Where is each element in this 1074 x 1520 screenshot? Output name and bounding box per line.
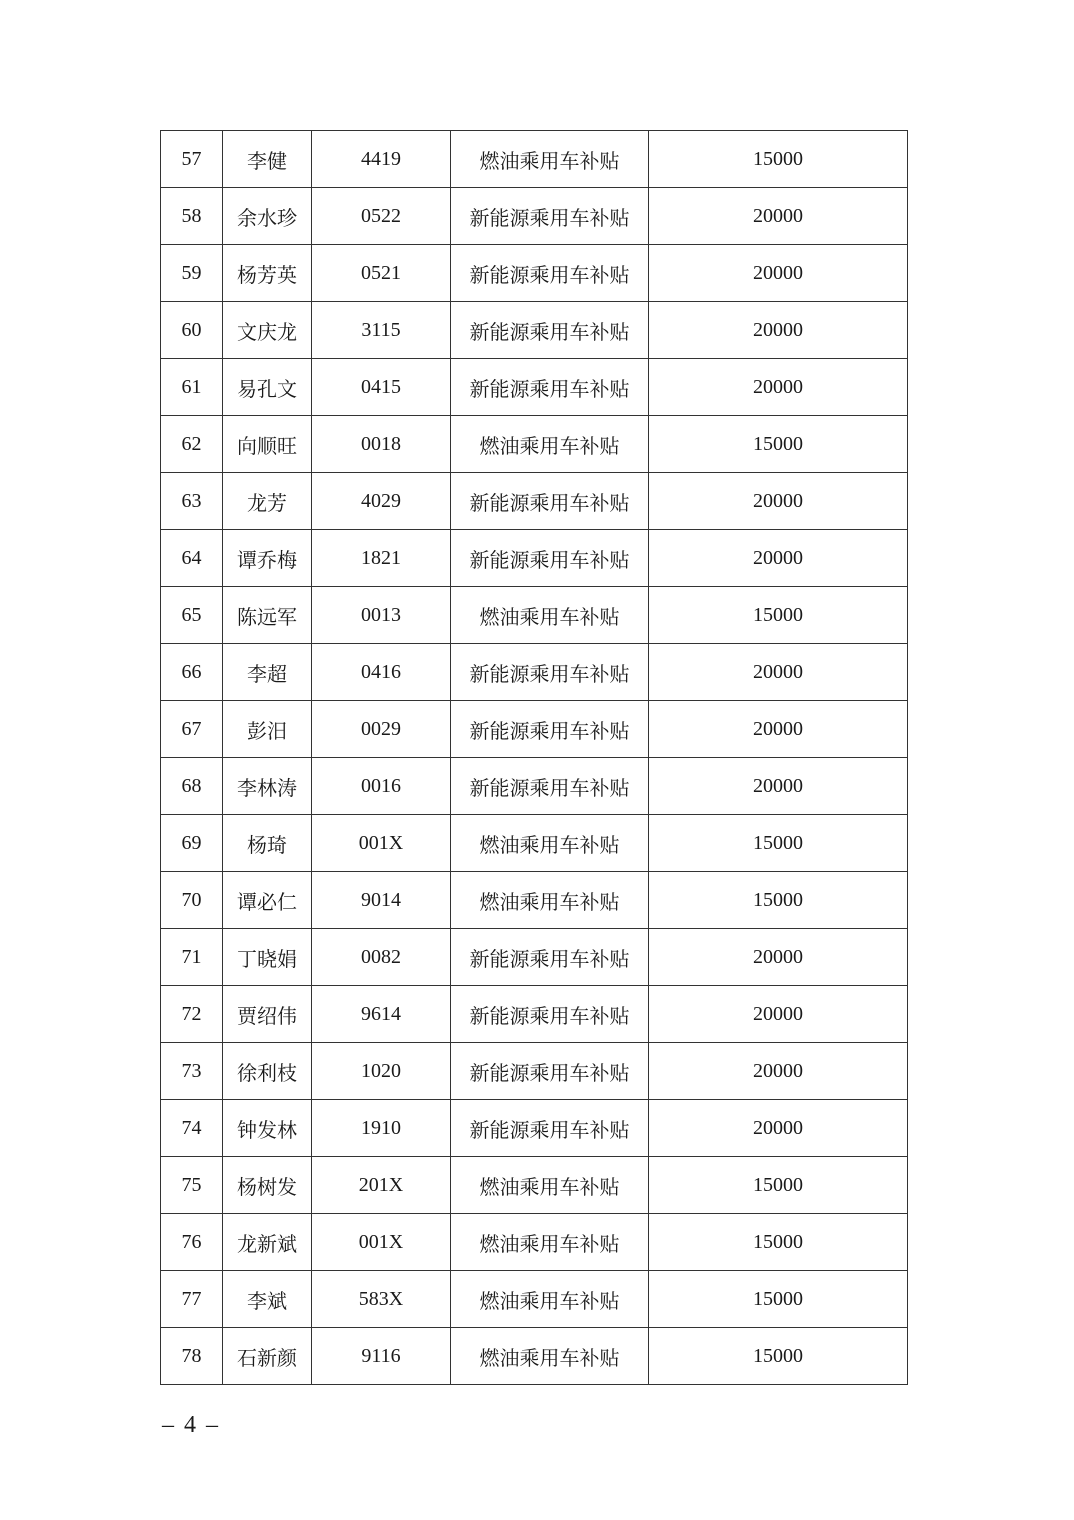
amount-cell: 20000 bbox=[649, 530, 908, 587]
row-number-cell: 68 bbox=[161, 758, 223, 815]
id-suffix-cell: 0029 bbox=[312, 701, 451, 758]
name-cell: 余水珍 bbox=[223, 188, 312, 245]
name-cell: 杨树发 bbox=[223, 1157, 312, 1214]
amount-cell: 20000 bbox=[649, 929, 908, 986]
table-row bbox=[161, 1100, 908, 1157]
row-number-cell: 59 bbox=[161, 245, 223, 302]
id-suffix-cell: 0415 bbox=[312, 359, 451, 416]
id-suffix-cell: 1910 bbox=[312, 1100, 451, 1157]
subsidy-type-cell: 新能源乘用车补贴 bbox=[451, 188, 649, 245]
row-number-cell: 62 bbox=[161, 416, 223, 473]
name-cell: 陈远军 bbox=[223, 587, 312, 644]
id-suffix-cell: 9014 bbox=[312, 872, 451, 929]
table-row bbox=[161, 245, 908, 302]
id-suffix-cell: 4029 bbox=[312, 473, 451, 530]
row-number-cell: 61 bbox=[161, 359, 223, 416]
subsidy-type-cell: 燃油乘用车补贴 bbox=[451, 131, 649, 188]
table-row bbox=[161, 302, 908, 359]
table-row bbox=[161, 1214, 908, 1271]
amount-cell: 20000 bbox=[649, 701, 908, 758]
subsidy-type-cell: 新能源乘用车补贴 bbox=[451, 986, 649, 1043]
name-cell: 杨琦 bbox=[223, 815, 312, 872]
row-number-cell: 77 bbox=[161, 1271, 223, 1328]
name-cell: 文庆龙 bbox=[223, 302, 312, 359]
page-number: – 4 – bbox=[162, 1412, 220, 1438]
id-suffix-cell: 1020 bbox=[312, 1043, 451, 1100]
name-cell: 丁晓娟 bbox=[223, 929, 312, 986]
amount-cell: 20000 bbox=[649, 302, 908, 359]
subsidy-type-cell: 新能源乘用车补贴 bbox=[451, 359, 649, 416]
table-row bbox=[161, 872, 908, 929]
amount-cell: 15000 bbox=[649, 1328, 908, 1385]
amount-cell: 15000 bbox=[649, 416, 908, 473]
id-suffix-cell: 0013 bbox=[312, 587, 451, 644]
amount-cell: 15000 bbox=[649, 1271, 908, 1328]
subsidy-type-cell: 新能源乘用车补贴 bbox=[451, 302, 649, 359]
id-suffix-cell: 0016 bbox=[312, 758, 451, 815]
row-number-cell: 60 bbox=[161, 302, 223, 359]
table-row bbox=[161, 473, 908, 530]
id-suffix-cell: 001X bbox=[312, 1214, 451, 1271]
name-cell: 谭乔梅 bbox=[223, 530, 312, 587]
row-number-cell: 66 bbox=[161, 644, 223, 701]
name-cell: 向顺旺 bbox=[223, 416, 312, 473]
name-cell: 贾绍伟 bbox=[223, 986, 312, 1043]
name-cell: 龙新斌 bbox=[223, 1214, 312, 1271]
subsidy-type-cell: 新能源乘用车补贴 bbox=[451, 530, 649, 587]
row-number-cell: 65 bbox=[161, 587, 223, 644]
table-row bbox=[161, 359, 908, 416]
table-row bbox=[161, 644, 908, 701]
table-row bbox=[161, 1157, 908, 1214]
table-row bbox=[161, 131, 908, 188]
subsidy-type-cell: 新能源乘用车补贴 bbox=[451, 701, 649, 758]
name-cell: 石新颜 bbox=[223, 1328, 312, 1385]
subsidy-type-cell: 新能源乘用车补贴 bbox=[451, 1100, 649, 1157]
subsidy-type-cell: 新能源乘用车补贴 bbox=[451, 245, 649, 302]
amount-cell: 20000 bbox=[649, 644, 908, 701]
amount-cell: 15000 bbox=[649, 872, 908, 929]
id-suffix-cell: 9614 bbox=[312, 986, 451, 1043]
amount-cell: 20000 bbox=[649, 1100, 908, 1157]
table-row bbox=[161, 815, 908, 872]
subsidy-type-cell: 燃油乘用车补贴 bbox=[451, 416, 649, 473]
name-cell: 谭必仁 bbox=[223, 872, 312, 929]
amount-cell: 20000 bbox=[649, 758, 908, 815]
id-suffix-cell: 0416 bbox=[312, 644, 451, 701]
amount-cell: 15000 bbox=[649, 587, 908, 644]
row-number-cell: 63 bbox=[161, 473, 223, 530]
name-cell: 杨芳英 bbox=[223, 245, 312, 302]
subsidy-type-cell: 新能源乘用车补贴 bbox=[451, 473, 649, 530]
subsidy-type-cell: 燃油乘用车补贴 bbox=[451, 815, 649, 872]
name-cell: 李超 bbox=[223, 644, 312, 701]
id-suffix-cell: 0082 bbox=[312, 929, 451, 986]
name-cell: 李健 bbox=[223, 131, 312, 188]
table-row bbox=[161, 188, 908, 245]
subsidy-type-cell: 燃油乘用车补贴 bbox=[451, 587, 649, 644]
name-cell: 易孔文 bbox=[223, 359, 312, 416]
table-row bbox=[161, 1328, 908, 1385]
amount-cell: 20000 bbox=[649, 986, 908, 1043]
table-row bbox=[161, 1043, 908, 1100]
amount-cell: 20000 bbox=[649, 245, 908, 302]
subsidy-type-cell: 新能源乘用车补贴 bbox=[451, 1043, 649, 1100]
table-row bbox=[161, 758, 908, 815]
id-suffix-cell: 9116 bbox=[312, 1328, 451, 1385]
row-number-cell: 67 bbox=[161, 701, 223, 758]
id-suffix-cell: 1821 bbox=[312, 530, 451, 587]
subsidy-type-cell: 燃油乘用车补贴 bbox=[451, 1157, 649, 1214]
name-cell: 彭汨 bbox=[223, 701, 312, 758]
subsidy-table bbox=[160, 130, 908, 1385]
name-cell: 钟发林 bbox=[223, 1100, 312, 1157]
amount-cell: 20000 bbox=[649, 359, 908, 416]
id-suffix-cell: 0522 bbox=[312, 188, 451, 245]
id-suffix-cell: 201X bbox=[312, 1157, 451, 1214]
id-suffix-cell: 4419 bbox=[312, 131, 451, 188]
table-row bbox=[161, 587, 908, 644]
id-suffix-cell: 583X bbox=[312, 1271, 451, 1328]
amount-cell: 15000 bbox=[649, 131, 908, 188]
subsidy-type-cell: 燃油乘用车补贴 bbox=[451, 1271, 649, 1328]
row-number-cell: 70 bbox=[161, 872, 223, 929]
table-row bbox=[161, 701, 908, 758]
row-number-cell: 75 bbox=[161, 1157, 223, 1214]
amount-cell: 20000 bbox=[649, 188, 908, 245]
amount-cell: 20000 bbox=[649, 1043, 908, 1100]
amount-cell: 15000 bbox=[649, 1214, 908, 1271]
subsidy-type-cell: 新能源乘用车补贴 bbox=[451, 758, 649, 815]
subsidy-type-cell: 燃油乘用车补贴 bbox=[451, 872, 649, 929]
id-suffix-cell: 0018 bbox=[312, 416, 451, 473]
table-row bbox=[161, 416, 908, 473]
table-row bbox=[161, 530, 908, 587]
table-row bbox=[161, 1271, 908, 1328]
row-number-cell: 64 bbox=[161, 530, 223, 587]
amount-cell: 20000 bbox=[649, 473, 908, 530]
row-number-cell: 74 bbox=[161, 1100, 223, 1157]
subsidy-type-cell: 燃油乘用车补贴 bbox=[451, 1328, 649, 1385]
subsidy-type-cell: 新能源乘用车补贴 bbox=[451, 929, 649, 986]
subsidy-type-cell: 燃油乘用车补贴 bbox=[451, 1214, 649, 1271]
row-number-cell: 58 bbox=[161, 188, 223, 245]
id-suffix-cell: 3115 bbox=[312, 302, 451, 359]
amount-cell: 15000 bbox=[649, 1157, 908, 1214]
row-number-cell: 72 bbox=[161, 986, 223, 1043]
table-row bbox=[161, 986, 908, 1043]
id-suffix-cell: 0521 bbox=[312, 245, 451, 302]
name-cell: 徐利枝 bbox=[223, 1043, 312, 1100]
row-number-cell: 57 bbox=[161, 131, 223, 188]
row-number-cell: 73 bbox=[161, 1043, 223, 1100]
name-cell: 李林涛 bbox=[223, 758, 312, 815]
table-body bbox=[161, 131, 908, 1385]
row-number-cell: 71 bbox=[161, 929, 223, 986]
id-suffix-cell: 001X bbox=[312, 815, 451, 872]
name-cell: 李斌 bbox=[223, 1271, 312, 1328]
row-number-cell: 76 bbox=[161, 1214, 223, 1271]
row-number-cell: 78 bbox=[161, 1328, 223, 1385]
amount-cell: 15000 bbox=[649, 815, 908, 872]
row-number-cell: 69 bbox=[161, 815, 223, 872]
name-cell: 龙芳 bbox=[223, 473, 312, 530]
subsidy-type-cell: 新能源乘用车补贴 bbox=[451, 644, 649, 701]
table-row bbox=[161, 929, 908, 986]
